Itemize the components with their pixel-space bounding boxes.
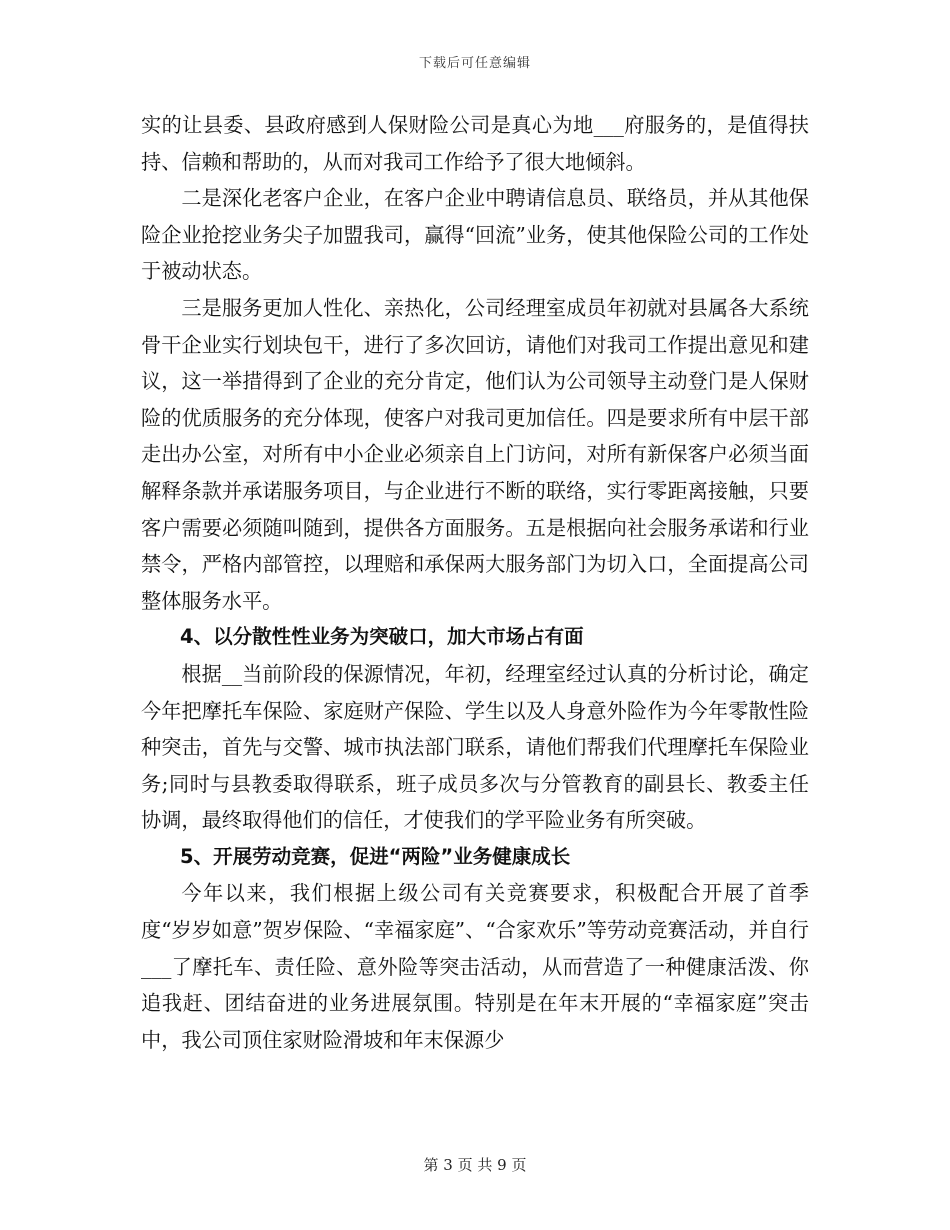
page-number-footer: 第 3 页 共 9 页 — [423, 1156, 527, 1174]
paragraph-continuation: 实的让县委、县政府感到人保财险公司是真心为地___府服务的，是值得扶持、信赖和帮助的，从而对我司工作给予了很大地倾斜。 — [141, 113, 809, 174]
paragraph-point-three: 三是服务更加人性化、亲热化，公司经理室成员年初就对县属各大系统骨干企业实行划块包干，进行了多次回访，请他们对我司工作提出意见和建议，这一举措得到了企业的充分肯定，他们认为公司领导主动登门是人保财险的优质服务的充分体现，使客户对我司更加信任。四是要求所有中层干部走出办公室，对所有中小企业必须亲自上门访问，对所有新保客户必须当面解释条款并承诺服务项目，与企业进行不断的联络，实行零距离接触，只要客户需要必须随叫随到，提供各方面服务。五是根据向社会服务承诺和行业禁令，严格内部管控，以理赔和承保两大服务部门为切入口，全面提高公司整体服务水平。 — [141, 295, 809, 613]
paragraph-section-5: 今年以来，我们根据上级公司有关竞赛要求，积极配合开展了首季度“岁岁如意”贺岁保险、“幸福家庭”、“合家欢乐”等劳动竞赛活动，并自行___了摩托车、责任险、意外险等突击活动，从而营造了一种健康活泼、你追我赶、团结奋进的业务进展氛围。特别是在年末开展的“幸福家庭”突击中，我公司顶住家财险滑坡和年末保源少 — [141, 881, 809, 1052]
section-heading-4: 4、以分散性性业务为突破口，加大市场占有面 — [180, 625, 584, 649]
paragraph-point-two: 二是深化老客户企业，在客户企业中聘请信息员、联络员，并从其他保险企业抢挖业务尖子加盟我司，赢得“回流”业务，使其他保险公司的工作处于被动状态。 — [141, 186, 809, 284]
section-heading-5: 5、开展劳动竞赛，促进“两险”业务健康成长 — [180, 844, 571, 868]
header-note: 下载后可任意编辑 — [418, 56, 531, 71]
document-body — [141, 107, 809, 1058]
paragraph-section-4: 根据__当前阶段的保源情况，年初，经理室经过认真的分析讨论，确定今年把摩托车保险、家庭财产保险、学生以及人身意外险作为今年零散性险种突击，首先与交警、城市执法部门联系，请他们帮我们代理摩托车保险业务;同时与县教委取得联系，班子成员多次与分管教育的副县长、教委主任协调，最终取得他们的信任，才使我们的学平险业务有所突破。 — [141, 661, 809, 833]
